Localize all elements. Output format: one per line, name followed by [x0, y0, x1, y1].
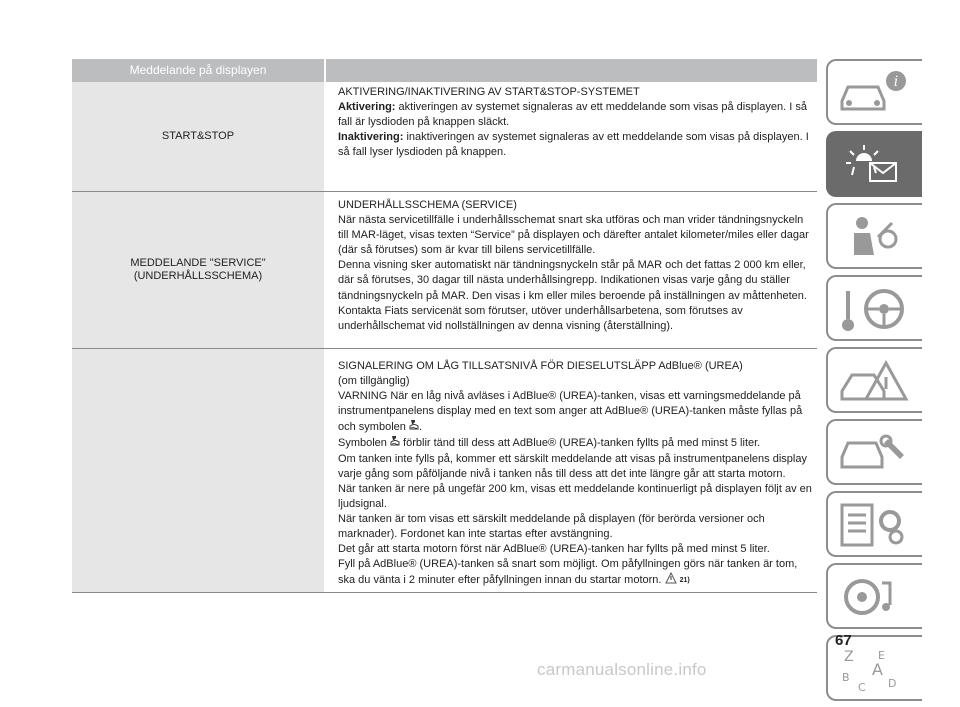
row-description [324, 192, 817, 348]
specifications-gear-icon [834, 499, 918, 551]
tab-warning-lights[interactable] [826, 131, 922, 197]
watermark-text: carmanualsonline.info [537, 660, 707, 679]
table-row [72, 192, 817, 349]
tab-safety[interactable] [826, 203, 922, 269]
tab-starting-driving[interactable] [826, 275, 922, 341]
row-title: AKTIVERING/INAKTIVERING AV START&STOP-SYSTEMET [338, 86, 640, 98]
seat-airbag-icon [834, 211, 918, 263]
row-subtitle: (om tillgänglig) [338, 375, 410, 388]
row-label [72, 349, 324, 592]
row-paragraph: förblir tänd till dess att AdBlue® (UREA)-tanken fyllts på med minst 5 liter. [399, 437, 761, 450]
row-title: SIGNALERING OM LÅG TILLSATSNIVÅ FÖR DIESELUTSLÄPP AdBlue® (UREA) [338, 360, 743, 372]
svg-text:C: C [858, 681, 866, 694]
tab-maintenance[interactable] [826, 419, 922, 485]
row-paragraph: Denna visning sker automatiskt när tändningsnyckeln står på MAR och det fattas 2 000 km eller, där så förutses, 30 dagar till nästa underhållsingrepp. Indikationen visas varje gång du ställer tändningsnyckeln på MAR. Den visas i km eller miles beroende på inställningen av måttenheten. [338, 259, 807, 302]
row-label [72, 192, 324, 348]
tab-emergency[interactable] [826, 347, 922, 413]
deactivation-text: inaktiveringen av systemet signaleras av ett meddelande som visas på displayen. I så fall lyser lysdioden på knappen. [338, 131, 809, 159]
row-label [72, 82, 324, 191]
index-letters-icon [834, 643, 918, 695]
row-paragraph: När tanken är tom visas ett särskilt meddelande på displayen (för berörda versioner och marknader). Fordonet kan inte startas efter avstängning. [338, 512, 765, 541]
tab-car-info[interactable] [826, 59, 922, 125]
svg-text:D: D [888, 677, 897, 690]
table-header [72, 59, 817, 82]
message-table [72, 59, 817, 593]
warning-reference-icon [665, 572, 677, 584]
footnote-reference[interactable]: 21) [679, 577, 690, 585]
table-row [72, 82, 817, 192]
header-blank [326, 59, 817, 82]
row-label-text: START&STOP [161, 130, 235, 142]
svg-text:Z: Z [844, 649, 854, 665]
tab-technical-data[interactable] [826, 491, 922, 557]
row-description [324, 349, 817, 592]
svg-text:E: E [878, 649, 885, 662]
row-paragraph: När tanken är nere på ungefär 200 km, visas ett meddelande kontinuerligt på displayen följt av en ljudsignal. [338, 482, 812, 510]
chapter-tabs [826, 59, 922, 707]
page-number: 67 [835, 632, 852, 649]
row-paragraph: När nästa servicetillfälle i underhållsschemat snart ska utföras och man vrider tändningsnyckeln till MAR-läget, visas texten “Service” på displayen och därefter antalet kilometer/miles eller dagar (där så förutses) som är kvar till bilens servicetillfälle. [338, 214, 809, 257]
row-paragraph: Om tanken inte fylls på, kommer ett särskilt meddelande att visas på instrumentpanelens display varje gång som påföljande nivå i tanken nås till dess att det inte längre går att starta motorn. [338, 452, 807, 480]
svg-text:B: B [842, 671, 850, 684]
activation-label: Aktivering: [338, 101, 396, 114]
row-paragraph: Det går att starta motorn först när AdBlue® (UREA)-tanken har fyllts på med minst 5 liter. [338, 543, 770, 556]
key-steering-wheel-icon [834, 283, 918, 335]
row-paragraph: Kontakta Fiats servicenät som förutser, utöver underhållsarbetena, som förutses av underhållschemat vid nollställningen av denna visning (återställning). [338, 304, 743, 332]
header-label: Meddelande på displayen [72, 59, 324, 82]
activation-text: aktiveringen av systemet signaleras av ett meddelande som visas på displayen. I så fall är lysdioden på knappen släckt. [338, 101, 807, 129]
row-label-text: MEDDELANDE "SERVICE" [130, 257, 266, 269]
row-title: UNDERHÅLLSSCHEMA (SERVICE) [338, 199, 517, 211]
car-wrench-icon [834, 427, 918, 479]
table-row [72, 349, 817, 593]
row-paragraph: Symbolen [338, 437, 390, 450]
row-label-text: (UNDERHÅLLSSCHEMA) [133, 270, 263, 282]
car-info-icon [834, 67, 918, 119]
row-paragraph: VARNING När en låg nivå avläses i AdBlue® (UREA)-tanken, visas ett varningsmeddelande på instrumentpanelens display med en text som anger att AdBlue® (UREA)-tanken måste fyllas på och symbolen [338, 390, 803, 434]
svg-text:A: A [872, 660, 883, 679]
row-paragraph: Fyll på AdBlue® (UREA)-tanken så snart som möjligt. Om påfyllningen görs när tanken är tom, ska du vänta i 2 minuter efter påfyllningen innan du startar motorn. [338, 558, 798, 587]
multimedia-icon [834, 571, 918, 623]
svg-text:i: i [893, 74, 899, 90]
warning-triangle-icon [834, 355, 918, 407]
adblue-refill-icon [390, 435, 400, 447]
row-paragraph: . [418, 421, 422, 434]
adblue-refill-icon [409, 419, 419, 431]
tab-multimedia[interactable] [826, 563, 922, 629]
warning-light-message-icon [834, 139, 918, 191]
deactivation-label: Inaktivering: [338, 131, 404, 144]
row-description [324, 82, 817, 191]
